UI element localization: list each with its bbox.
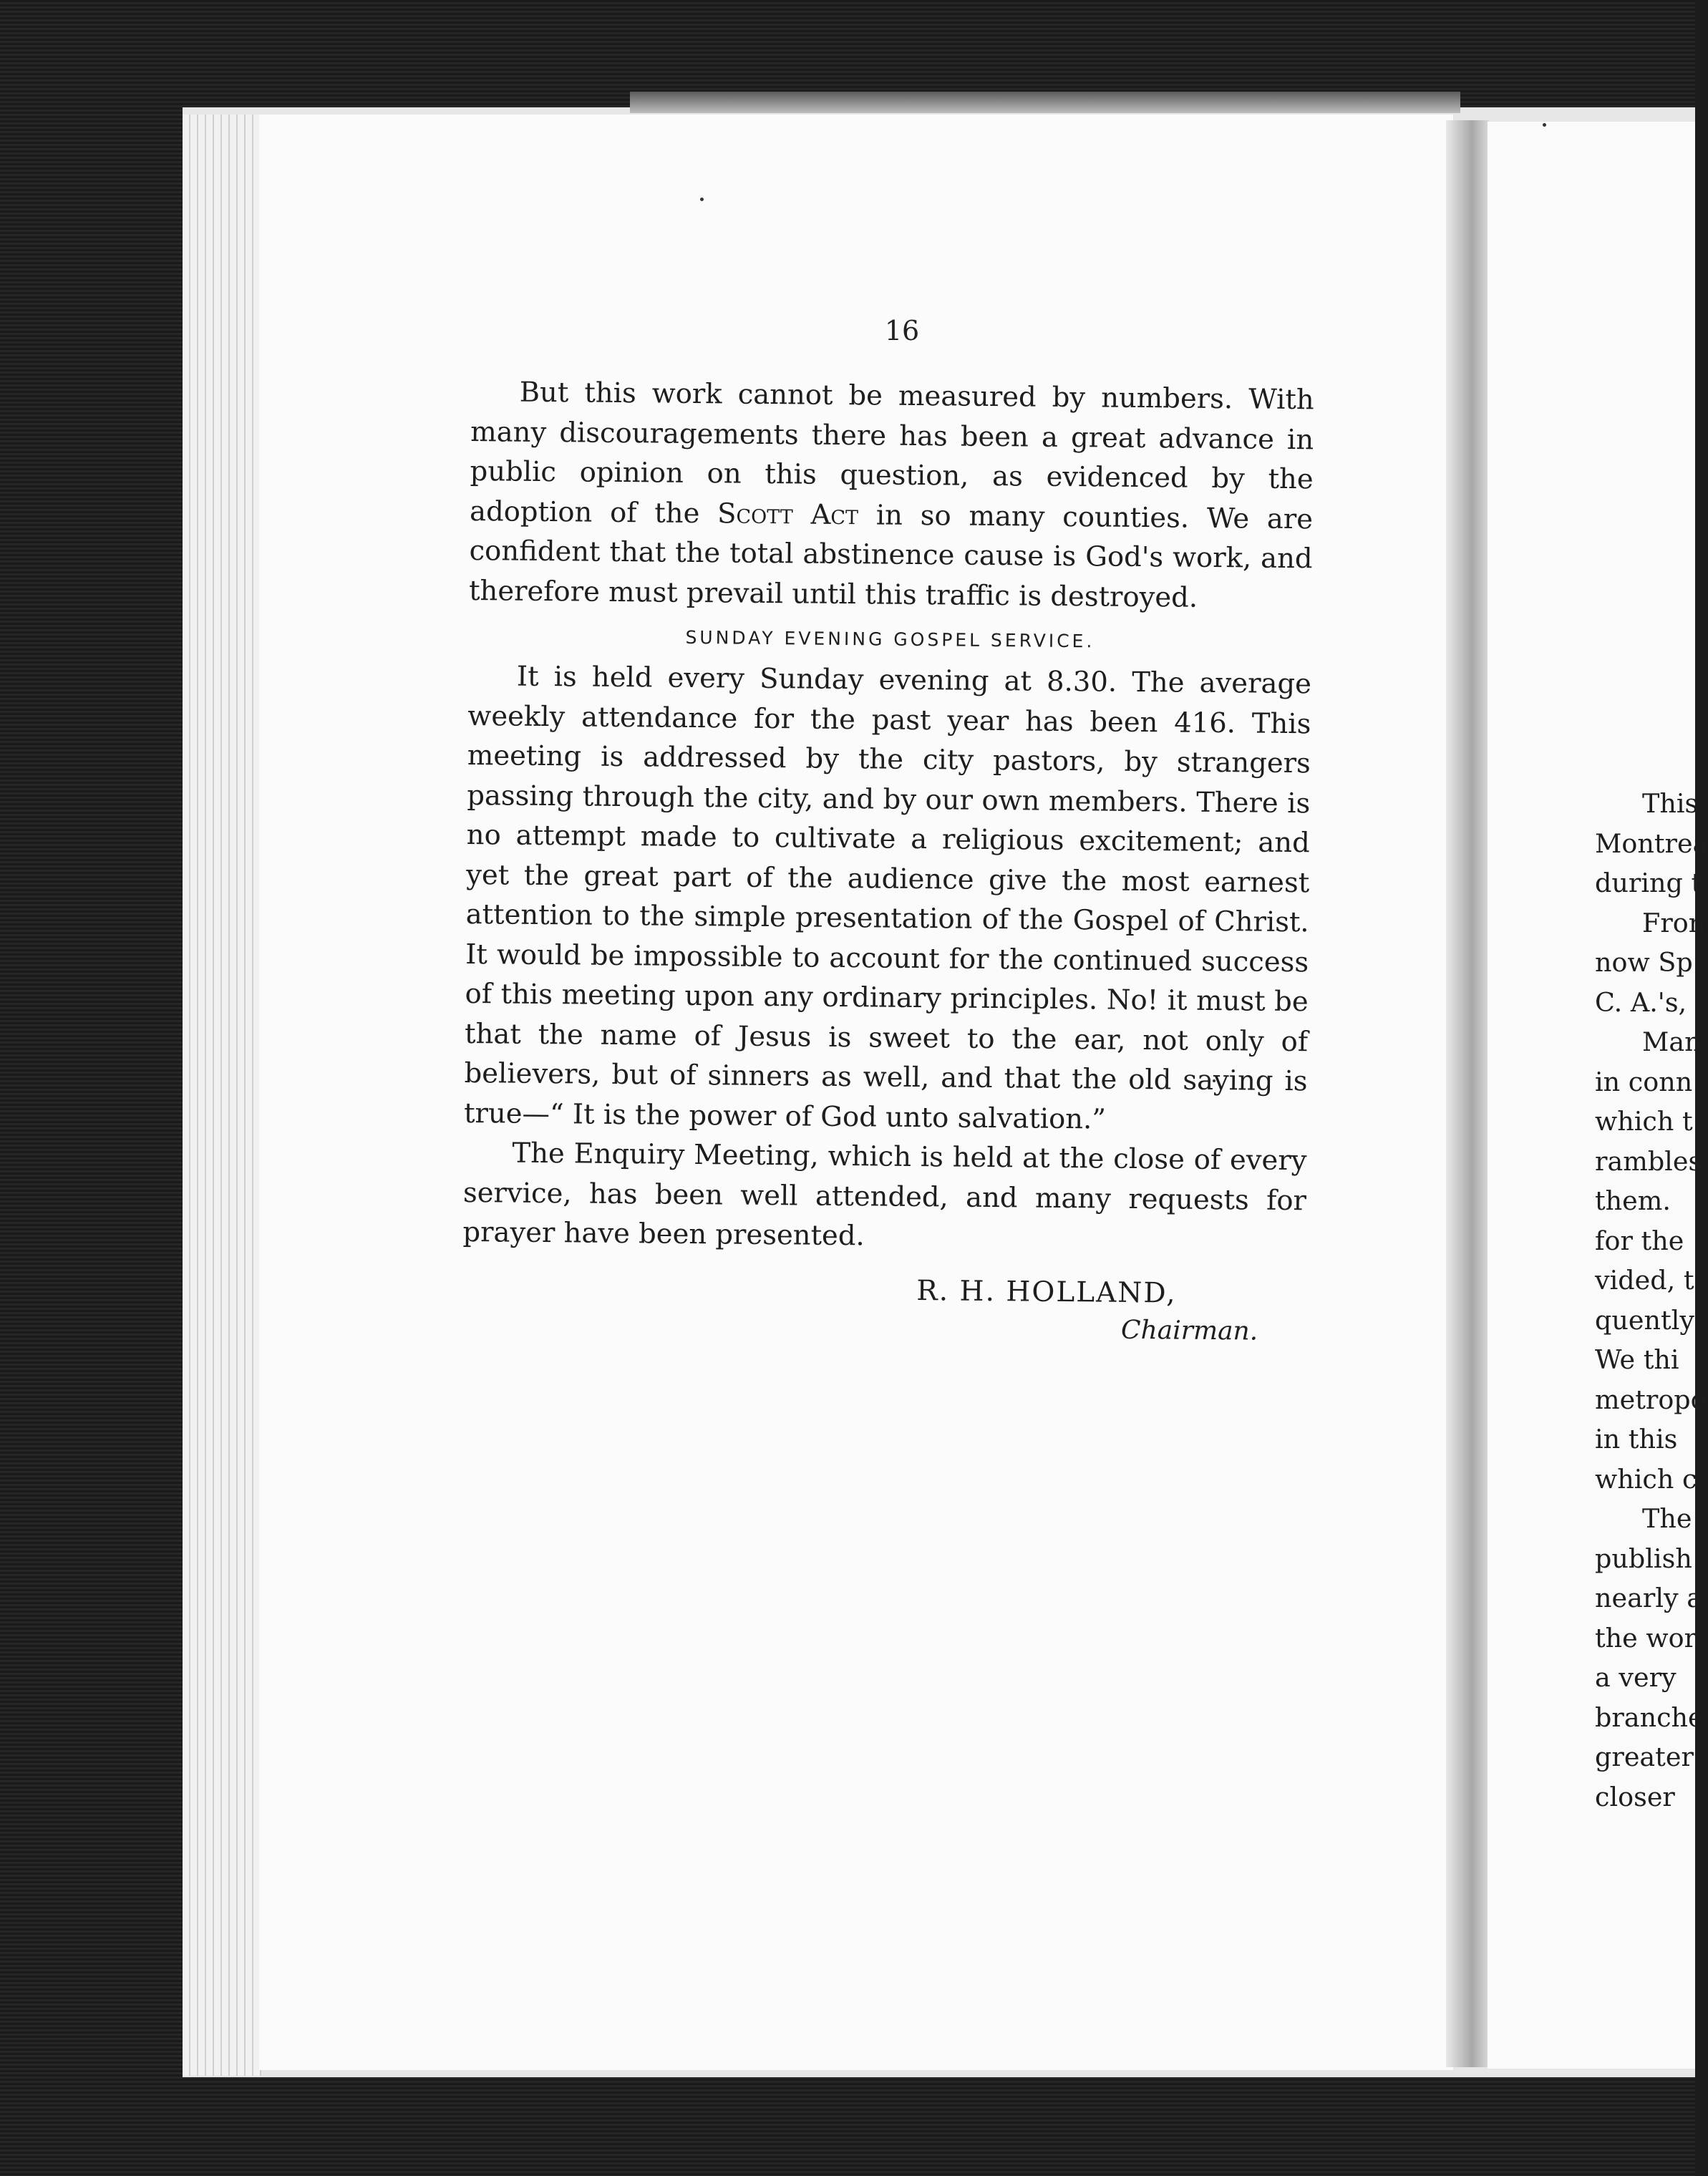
- right-page-line: The: [1642, 1503, 1692, 1534]
- page-number: 16: [884, 315, 920, 346]
- signature-name: R. H. HOLLAND,: [916, 1274, 1177, 1310]
- right-page-line: vided, t: [1595, 1265, 1694, 1296]
- right-page-line: a very: [1595, 1662, 1677, 1693]
- right-page-line: for the: [1595, 1225, 1684, 1256]
- right-page-line: publish: [1595, 1543, 1692, 1574]
- scott-act-text: Scott Act: [717, 497, 859, 531]
- book-gutter: [1446, 120, 1489, 2067]
- right-page-line: We thi: [1595, 1344, 1679, 1375]
- right-page-line: rambles: [1595, 1145, 1702, 1177]
- paragraph-gospel-service: It is held every Sunday evening at 8.30. The average weekly attendance for the past year has been 416. This meeting is addressed by the city pastors, by strangers passing through the city, and by our own members. There is no attempt made to cultivate a religious excitement; and yet the great part of the audience give the most earnest attention to the simple presentation of the Gospel of Christ. It would be impossible to account for the continued success of this meeting upon any ordinary principles. No! it must be that the name of Jesus is sweet to the ear, not only of believers, but of sinners as well, and that the old saying is true—“ It is the power of God unto salvation.”: [463, 660, 1312, 1136]
- page-edges: [183, 115, 261, 2076]
- right-page-line: Fron: [1642, 907, 1706, 938]
- speck: [1543, 123, 1546, 127]
- right-page-text: [1595, 784, 1708, 1817]
- right-page-line: them.: [1595, 1185, 1671, 1216]
- right-page-line: branche: [1595, 1701, 1704, 1733]
- right-page-line: in this: [1595, 1424, 1678, 1454]
- page-text: [462, 372, 1314, 1351]
- right-page-line: now Sp: [1595, 947, 1693, 978]
- right-page-line: the wor: [1595, 1622, 1697, 1653]
- right-page-line: quently: [1595, 1304, 1694, 1336]
- paragraph-numbers: [469, 372, 1314, 618]
- page-top-shadow: [630, 92, 1460, 113]
- section-heading: SUNDAY EVENING GOSPEL SERVICE.: [685, 626, 1095, 652]
- right-page-line: metropo: [1595, 1384, 1707, 1415]
- right-page-line: C. A.'s,: [1595, 986, 1687, 1018]
- right-page-line: This: [1642, 788, 1699, 819]
- paragraph-text: in so many counties. We are confident that the total abstinence cause is God's work, and therefore must prevail until this traffic is destroyed.: [468, 498, 1314, 614]
- signature-title: Chairman.: [1120, 1315, 1258, 1346]
- right-page-line: in conn: [1595, 1066, 1693, 1097]
- right-page-line: Man: [1642, 1026, 1702, 1057]
- right-page-line: which c: [1595, 1463, 1697, 1495]
- speck: [700, 198, 704, 201]
- paragraph-enquiry-meeting: The Enquiry Meeting, which is held at the close of every service, has been well attended, and many requests for prayer have been presented.: [462, 1137, 1307, 1253]
- paragraph-text: But this work cannot be measured by numbers. With many discouragements there has been a great advance in public opinion on this question, as evidenced by the adoption of the: [469, 376, 1314, 530]
- right-page-line: during t: [1595, 868, 1702, 898]
- right-page-line: nearly a: [1595, 1583, 1702, 1613]
- right-page-line: Montrea: [1595, 827, 1708, 859]
- right-page-line: closer: [1595, 1781, 1675, 1812]
- right-page-line: greater: [1595, 1742, 1694, 1772]
- right-page-line: which t: [1595, 1106, 1693, 1137]
